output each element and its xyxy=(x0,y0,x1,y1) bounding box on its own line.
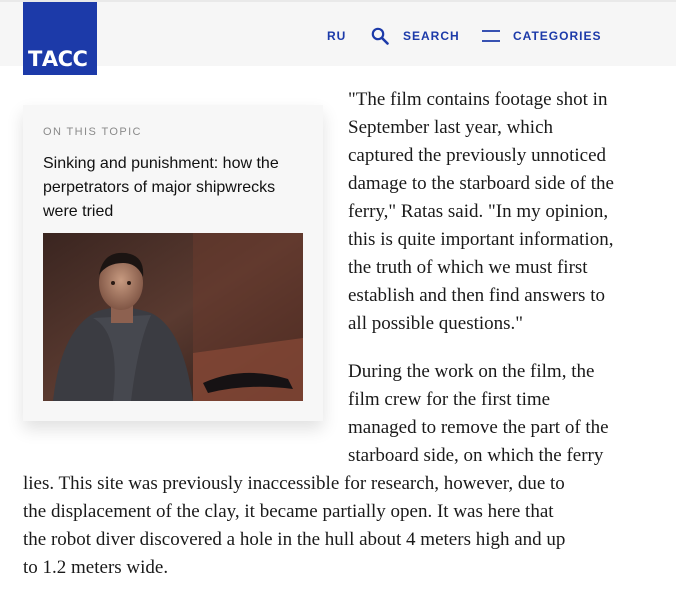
paragraph-line: the displacement of the clay, it became partially open. It was here that xyxy=(23,501,554,522)
paragraph-line: all possible questions." xyxy=(348,313,524,334)
language-label: RU xyxy=(327,29,347,43)
paragraph-line: During the work on the film, the xyxy=(348,361,595,382)
paragraph-line: managed to remove the part of the xyxy=(348,417,609,438)
logo-text: ТАСС xyxy=(28,47,88,71)
paragraph-line: the robot diver discovered a hole in the hull about 4 meters high and up xyxy=(23,529,566,550)
paragraph-line: damage to the starboard side of the xyxy=(348,173,614,194)
categories-label: CATEGORIES xyxy=(513,29,602,43)
paragraph-line: establish and then find answers to xyxy=(348,285,605,306)
search-icon xyxy=(371,27,389,45)
paragraph-line: the truth of which we must first xyxy=(348,257,588,278)
search-label: SEARCH xyxy=(403,29,460,43)
related-topic-title[interactable]: Sinking and punishment: how the perpetrators of major shipwrecks were tried xyxy=(43,155,279,220)
language-switch[interactable] xyxy=(327,26,346,46)
tass-logo[interactable] xyxy=(23,2,97,75)
article-paragraph-2 xyxy=(23,358,609,582)
paragraph-line: to 1.2 meters wide. xyxy=(23,557,169,578)
paragraph-line: captured the previously unnoticed xyxy=(348,145,607,166)
paragraph-line: film crew for the first time xyxy=(348,389,551,410)
site-header xyxy=(0,2,676,66)
menu-icon xyxy=(482,29,500,43)
paragraph-line: this is quite important information, xyxy=(348,229,614,250)
paragraph-line: ferry," Ratas said. "In my opinion, xyxy=(348,201,609,222)
paragraph-line: lies. This site was previously inaccessible for research, however, due to xyxy=(23,473,565,494)
search-button[interactable] xyxy=(371,26,460,46)
paragraph-line: starboard side, on which the ferry xyxy=(348,445,604,466)
categories-button[interactable] xyxy=(482,26,601,46)
paragraph-line: "The film contains footage shot in xyxy=(348,89,608,110)
related-topic-kicker: ON THIS TOPIC xyxy=(43,126,142,138)
paragraph-line: September last year, which xyxy=(348,117,554,138)
article-paragraph-1 xyxy=(348,86,614,338)
